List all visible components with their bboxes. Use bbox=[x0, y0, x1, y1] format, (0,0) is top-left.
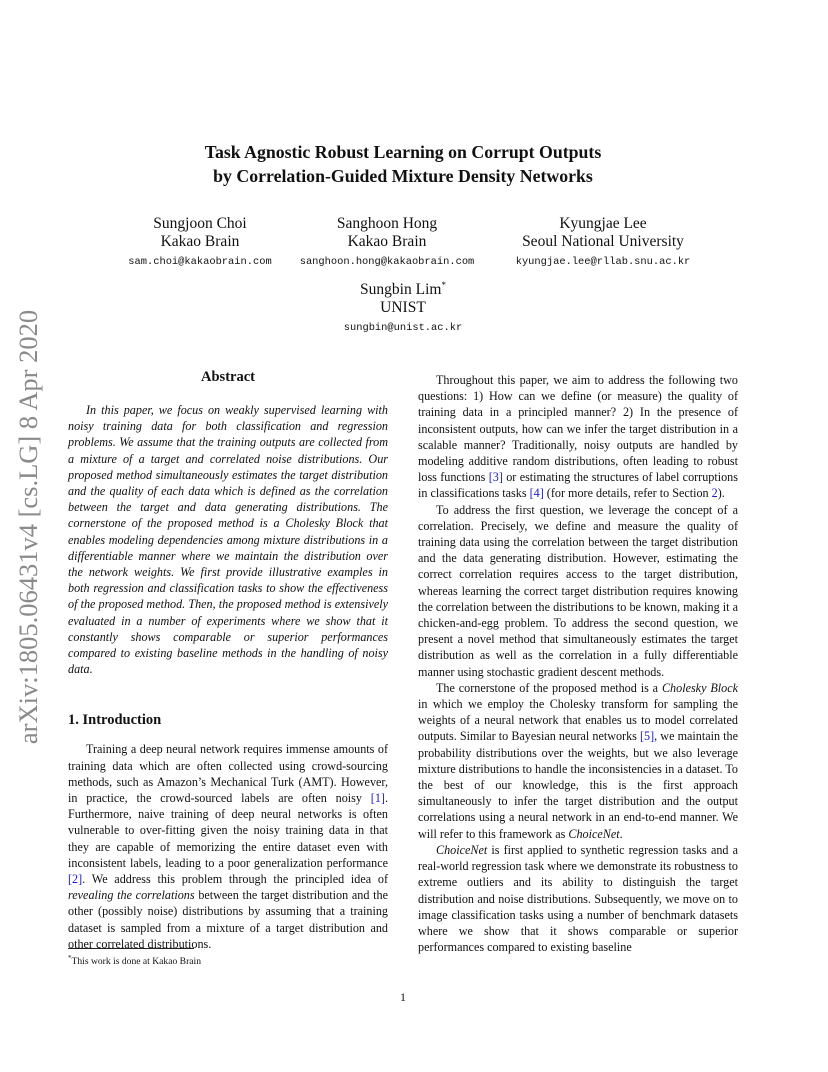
citation-link[interactable]: [4] bbox=[529, 486, 544, 501]
left-column bbox=[68, 368, 388, 952]
citation-link[interactable]: [2] bbox=[68, 872, 83, 887]
paragraph: To address the first question, we leverage the concept of a correlation. Precisely, we define and measure the quality of training data using the correlation between the target distribution and the data generating distribution. However, estimating the correct correlation requires access to the target distribution, whereas learning the correct target distribution requires knowing the correlation between the distributions to be known, making it a chicken-and-egg problem. To address the second question, we present a novel method that simultaneously estimates the target distribution as well as the correlation in a fully differentiable manner using stochastic gradient descent methods. bbox=[418, 502, 738, 679]
paragraph: Training a deep neural network requires immense amounts of training data which are often collected using crowd-sourcing methods, such as Amazon’s Mechanical Turk (AMT). However, in practice, the crowd-sourced labels are often noisy [1]. Furthermore, naive training of deep neural networks is often vulnerable to over-fitting given the noisy training data in that they are capable of memorizing the entire dataset even with inconsistent labels, leading to a poor generalization performance [2]. We address this problem through the principled idea of revealing the correlations between the target distribution and the other (possibly noise) distributions by assuming that a training dataset is sampled from a mixture of a target distribution and other correlated distributions. bbox=[68, 742, 388, 951]
section-heading: 1. Introduction bbox=[68, 712, 162, 729]
page-number: 1 bbox=[400, 990, 406, 1004]
citation-link[interactable]: [1] bbox=[370, 791, 385, 806]
footnote-text: This work is done at Kakao Brain bbox=[71, 956, 201, 968]
author-name: Sungbin Lim* bbox=[360, 280, 446, 299]
author-affiliation: Kakao Brain bbox=[160, 233, 240, 250]
footnote-mark: * bbox=[68, 954, 72, 962]
author-block bbox=[112, 215, 288, 269]
author-block bbox=[292, 215, 482, 269]
author-block bbox=[320, 276, 486, 335]
arxiv-stamp bbox=[6, 292, 50, 762]
paragraph: ChoiceNet is first applied to synthetic regression tasks and a real-world regression task where we demonstrate its robustness to extreme outliers and its ability to distinguish the target distribution and noise distributions. Subsequently, we move on to image classification tasks using a number of benchmark datasets where we show that it shows comparable or superior performances compared to existing baseline bbox=[418, 842, 738, 955]
title-line-2: by Correlation-Guided Mixture Density Networks bbox=[213, 166, 593, 186]
abstract-text: In this paper, we focus on weakly supervised learning with noisy training data for both classification and regression problems. We assume that the training outputs are collected from a mixture of a target and correlated noise distributions. Our proposed method simultaneously estimates the target distribution and the quality of each data which is defined as the correlation between the target and data generating distributions. The cornerstone of the proposed method is a Cholesky Block that enables modeling dependencies among mixture distributions in a differentiable manner where we maintain the distribution over the network weights. We first provide illustrative examples in both regression and classification tasks to show the effectiveness of the proposed method. Then, the proposed method is extensively evaluated in a number of experiments where we show that it constantly shows comparable or superior performances compared to existing baseline methods in the handling of noisy data. bbox=[68, 403, 388, 677]
author-name: Sanghoon Hong bbox=[336, 215, 438, 232]
abstract-heading: Abstract bbox=[201, 369, 255, 385]
footnote-rule bbox=[68, 948, 194, 949]
author-email: sungbin@unist.ac.kr bbox=[343, 322, 463, 335]
footnote-mark: * bbox=[441, 280, 446, 290]
title-line-1: Task Agnostic Robust Learning on Corrupt Outputs bbox=[204, 142, 602, 162]
author-affiliation: Seoul National University bbox=[522, 233, 684, 250]
author-block bbox=[496, 215, 710, 269]
citation-link[interactable]: [3] bbox=[488, 470, 503, 485]
paragraph: Throughout this paper, we aim to address the following two questions: 1) How can we define (or measure) the quality of training data in a principled manner? 2) In the presence of inconsistent outputs, how can we infer the target distribution in a scalable manner? Traditionally, noisy outputs are handled by modeling additive random distributions, often leading to robust loss functions [3] or estimating the structures of label corruptions in classifications tasks [4] (for more details, refer to Section 2). bbox=[418, 373, 738, 501]
citation-link[interactable]: [5] bbox=[640, 729, 655, 744]
arxiv-stamp-text: arXiv:1805.06431v4 [cs.LG] 8 Apr 2020 bbox=[13, 309, 43, 745]
right-column bbox=[418, 372, 738, 955]
paper-title bbox=[0, 140, 806, 188]
author-email: sam.choi@kakaobrain.com bbox=[128, 256, 272, 268]
section-link[interactable]: 2 bbox=[711, 486, 718, 501]
author-email: sanghoon.hong@kakaobrain.com bbox=[299, 256, 475, 268]
author-affiliation: Kakao Brain bbox=[347, 233, 427, 250]
author-affiliation: UNIST bbox=[380, 299, 426, 317]
footnote bbox=[68, 952, 201, 968]
author-name: Kyungjae Lee bbox=[559, 215, 647, 232]
paragraph: The cornerstone of the proposed method is a Cholesky Block in which we employ the Cholesky transform for sampling the weights of a neural network that enables us to model correlated outputs. Similar to Bayesian neural networks [5], we maintain the probability distributions over the weights, but we also leverage mixture distributions to handle the inconsistencies in a dataset. To the best of our knowledge, this is the first approach simultaneously to infer the target distribution and the output correlations using a neural network in an end-to-end manner. We will refer to this framework as ChoiceNet. bbox=[418, 680, 738, 841]
author-name: Sungjoon Choi bbox=[153, 215, 247, 232]
author-email: kyungjae.lee@rllab.snu.ac.kr bbox=[515, 256, 691, 268]
